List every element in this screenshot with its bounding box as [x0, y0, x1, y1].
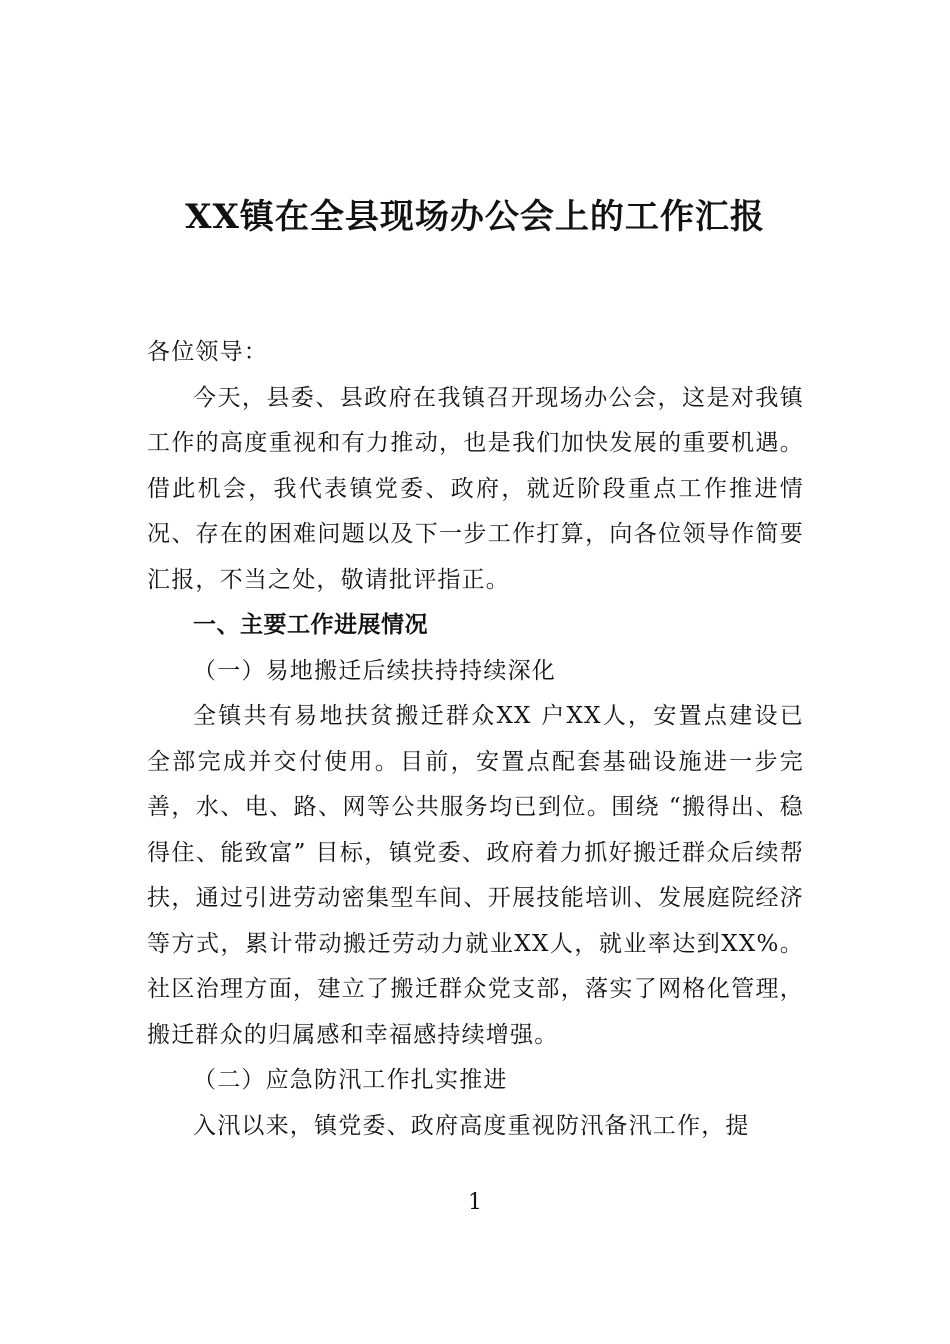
- subsection-heading-2: （二）应急防汛工作扎实推进: [193, 1067, 508, 1093]
- intro-paragraph: 今天，县委、县政府在我镇召开现场办公会，这是对我镇工作的高度重视和有力推动，也是我们加快发展的重要机遇。借此机会，我代表镇党委、政府，就近阶段重点工作推进情况、存在的困难问题以及下一步工作打算，向各位领导作简要汇报，不当之处，敬请批评指正。: [147, 384, 804, 593]
- subsection-1-paragraph: 全镇共有易地扶贫搬迁群众XX 户XX人，安置点建设已全部完成并交付使用。目前，安置点配套基础设施进一步完善，水、电、路、网等公共服务均已到位。围绕 “搬得出、稳得住、能致富” 目标，镇党委、政府着力抓好搬迁群众后续帮扶，通过引进劳动密集型车间、开展技能培训、发展庭院经济等方式，累计带动搬迁劳动力就业XX人，就业率达到XX%。社区治理方面，建立了搬迁群众党支部，落实了网格化管理，搬迁群众的归属感和幸福感持续增强。: [147, 703, 804, 1048]
- subsection-heading-1: （一）易地搬迁后续扶持持续深化: [193, 657, 556, 684]
- section-heading-1: 一、主要工作进展情况: [193, 612, 428, 638]
- salutation: 各位领导：: [147, 339, 268, 365]
- document-body: [147, 330, 804, 1149]
- subsection-2-paragraph: 入汛以来，镇党委、政府高度重视防汛备汛工作，提: [193, 1112, 750, 1139]
- page-number: 1: [468, 1190, 482, 1215]
- document-title: XX镇在全县现场办公会上的工作汇报: [185, 197, 765, 237]
